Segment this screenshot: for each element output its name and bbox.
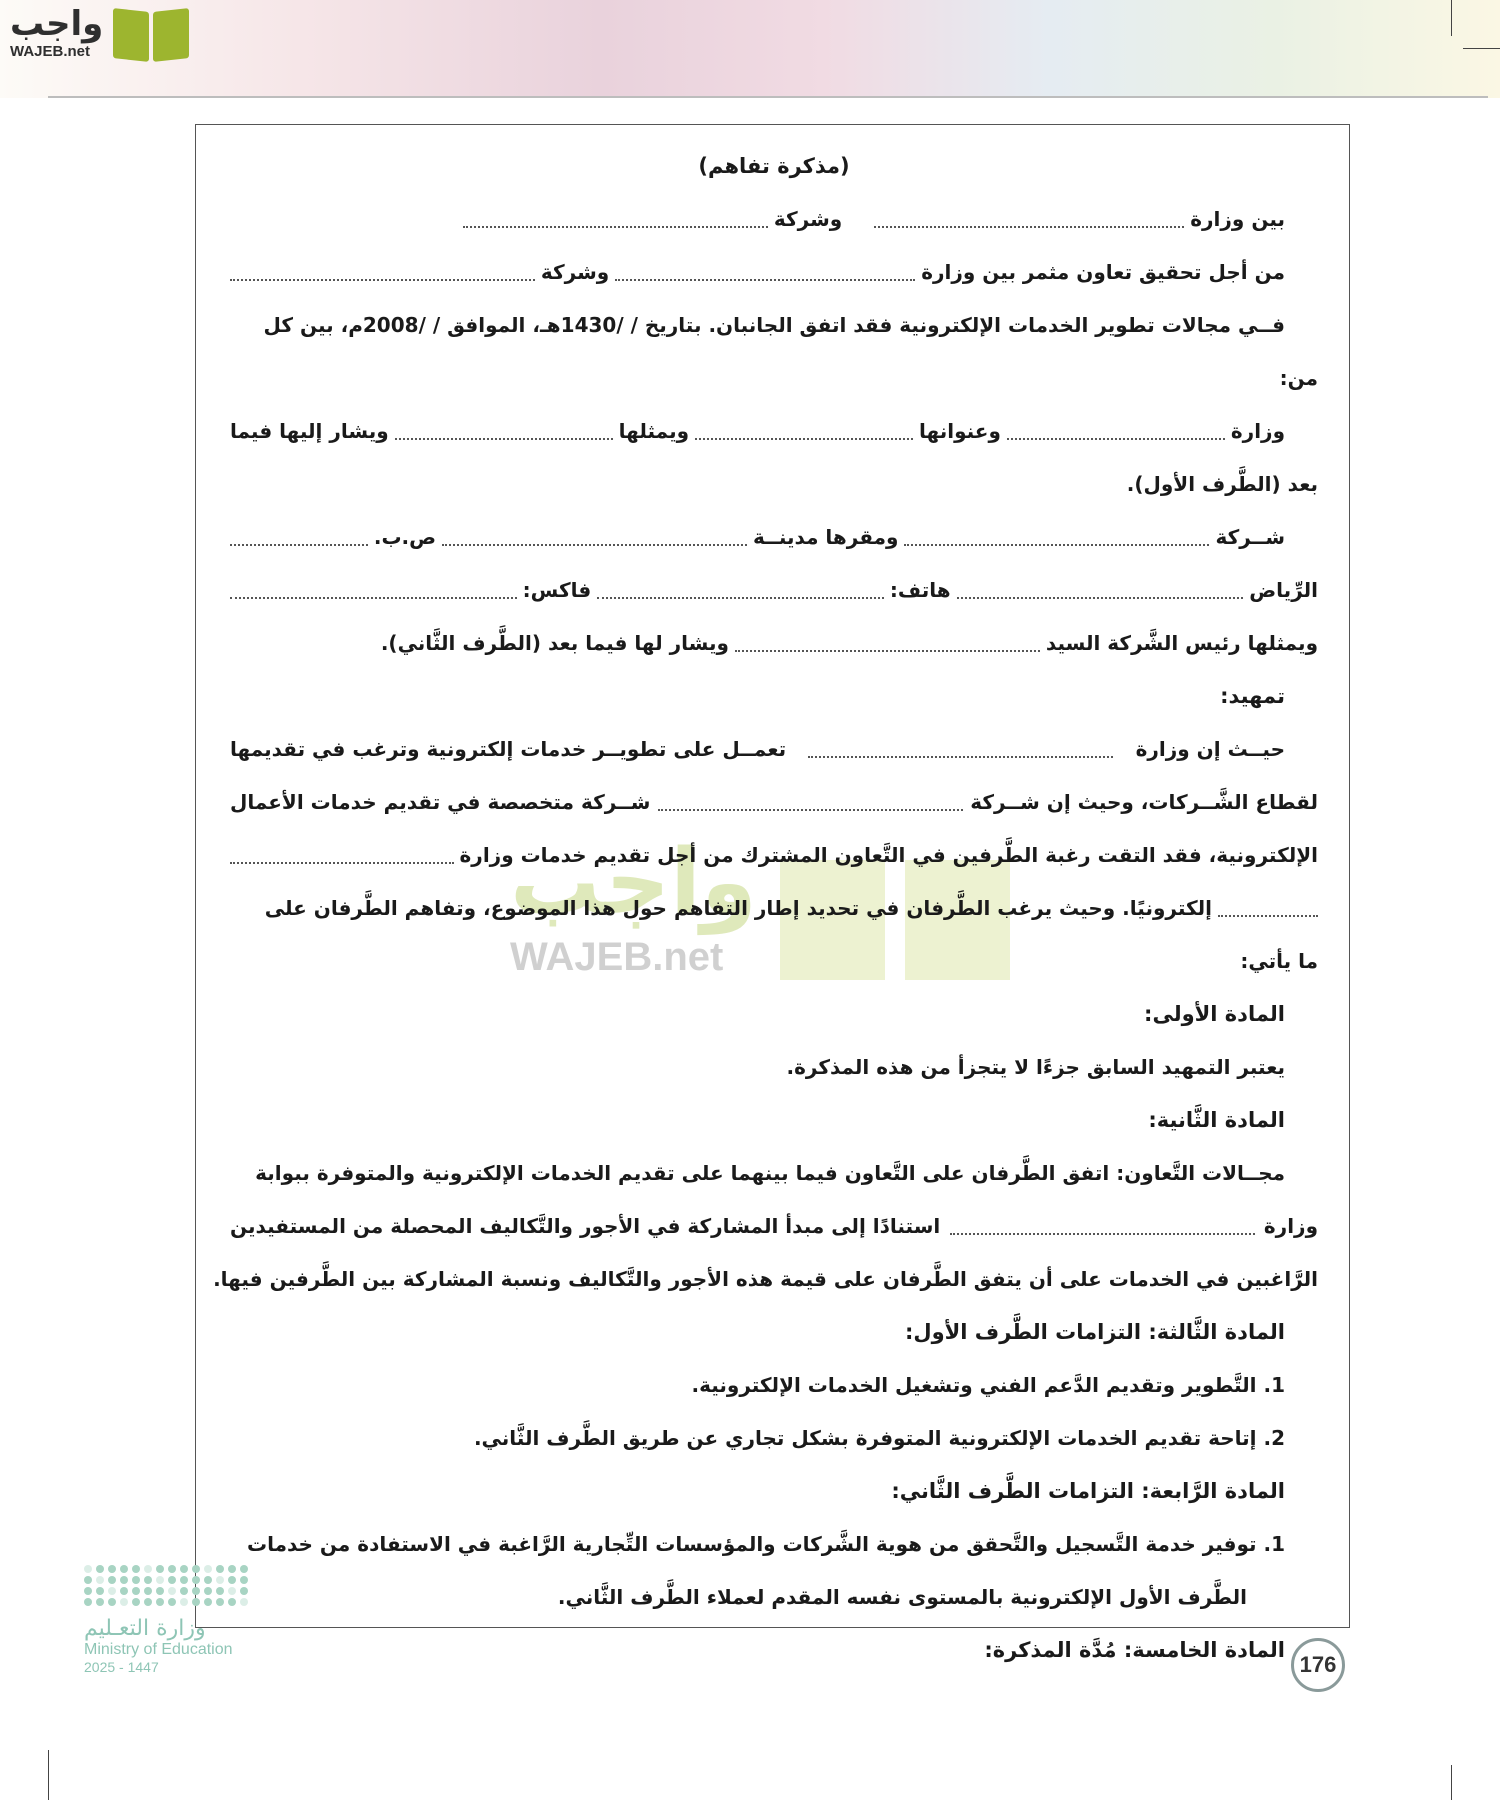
contact-line: الرِّياض هاتف: فاكس:	[230, 564, 1318, 617]
memorandum	[213, 140, 1318, 1677]
logo-net: .net	[63, 42, 91, 60]
preamble-line: لقطاع الشَّــركات، وحيث إن شــركة شــركة متخصصة في تقديم خدمات الأعمال	[230, 790, 1318, 814]
watermark-english: WAJEB.net	[510, 935, 724, 979]
crop-mark	[1451, 1765, 1452, 1800]
date-line: فــي مجالات تطوير الخدمات الإلكترونية فقد اتفق الجانبان. بتاريخ / /1430هـ، الموافق / /2008م، بين كل	[263, 313, 1285, 337]
article-4-heading: المادة الرَّابعة: التزامات الطَّرف الثَّاني:	[891, 1479, 1285, 1503]
blank-field[interactable]	[695, 438, 913, 440]
article-2-text: الرَّاغبين في الخدمات على أن يتفق الطَّرفان على قيمة هذه الأجور والتَّكاليف ونسبة المشاركة بين الطَّرفين فيها.	[213, 1267, 1318, 1291]
article-2-heading: المادة الثَّانية:	[1148, 1108, 1285, 1132]
blank-field[interactable]	[615, 279, 915, 281]
ministry-english: Ministry of Education	[84, 1641, 233, 1658]
list-item-continuation: الطَّرف الأول الإلكترونية بالمستوى نفسه المقدم لعملاء الطَّرف الثَّاني.	[557, 1585, 1247, 1609]
crop-mark	[1463, 48, 1500, 49]
preamble-line: الإلكترونية، فقد التقت رغبة الطَّرفين في التَّعاون المشترك من أجل تقديم خدمات وزارة	[230, 829, 1318, 882]
header-banner	[0, 0, 1500, 98]
preamble-line: إلكترونيًا. وحيث يرغب الطَّرفان في تحديد إطار التفاهم حول هذا الموضوع، وتفاهم الطَّرفان على	[230, 882, 1318, 935]
article-1-text: يعتبر التمهيد السابق جزءًا لا يتجزأ من هذه المذكرة.	[786, 1055, 1285, 1079]
document-title: (مذكرة تفاهم)	[698, 154, 850, 178]
blank-field[interactable]	[735, 650, 1040, 652]
page-number: 176	[1291, 1638, 1345, 1692]
text-line: من:	[1279, 366, 1318, 390]
blank-field[interactable]	[950, 1233, 1255, 1235]
watermark-arabic: واجب	[510, 830, 757, 935]
ministry-dots-icon	[84, 1565, 274, 1606]
list-item: 1. التَّطوير وتقديم الدَّعم الفني وتشغيل الخدمات الإلكترونية.	[691, 1373, 1285, 1397]
blank-field[interactable]	[957, 597, 1244, 599]
blank-field[interactable]	[808, 756, 1113, 758]
blank-field[interactable]	[463, 226, 768, 228]
blank-field[interactable]	[395, 438, 613, 440]
article-3-heading: المادة الثَّالثة: التزامات الطَّرف الأول:	[904, 1320, 1285, 1344]
blank-field[interactable]	[1218, 915, 1318, 917]
blank-field[interactable]	[230, 544, 368, 546]
logo-english: WAJEB	[10, 42, 64, 60]
preamble-line: حيــث إن وزارة تعمــل على تطويــر خدمات إلكترونية وترغب في تقديمها	[230, 737, 1285, 761]
text-line: بعد (الطَّرف الأول).	[1126, 472, 1318, 496]
blank-field[interactable]	[658, 809, 963, 811]
parties-line: بين وزارة وشركة	[230, 193, 1318, 246]
blank-field[interactable]	[874, 226, 1184, 228]
crop-mark	[48, 1750, 49, 1800]
first-party-line: وزارة وعنوانها ويمثلها ويشار إليها فيما	[229, 419, 1285, 443]
article-1-heading: المادة الأولى:	[1144, 1002, 1285, 1026]
blank-field[interactable]	[597, 597, 884, 599]
book-icon	[111, 4, 191, 62]
blank-field[interactable]	[230, 279, 535, 281]
purpose-line: من أجل تحقيق تعاون مثمر بين وزارة وشركة	[230, 246, 1318, 299]
blank-field[interactable]	[230, 862, 454, 864]
article-2-text: مجــالات التَّعاون: اتفق الطَّرفان على التَّعاون فيما بينهما على تقديم الخدمات الإلكترونية والمتوفرة ببوابة	[255, 1161, 1285, 1185]
text-line: ما يأتي:	[1240, 949, 1318, 973]
ministry-year: 2025 - 1447	[84, 1659, 159, 1675]
list-item: 2. إتاحة تقديم الخدمات الإلكترونية المتوفرة بشكل تجاري عن طريق الطَّرف الثَّاني.	[473, 1426, 1285, 1450]
wajeb-logo	[10, 4, 191, 62]
crop-mark	[1451, 0, 1452, 36]
ministry-logo	[84, 1565, 274, 1675]
article-5-heading: المادة الخامسة: مُدَّة المذكرة:	[984, 1638, 1285, 1662]
blank-field[interactable]	[1007, 438, 1225, 440]
article-2-text: وزارة استنادًا إلى مبدأ المشاركة في الأجور والتَّكاليف المحصلة من المستفيدين	[230, 1214, 1318, 1238]
blank-field[interactable]	[442, 544, 747, 546]
blank-field[interactable]	[230, 597, 517, 599]
company-line: شــركة ومقرها مدينــة ص.ب.	[230, 511, 1318, 564]
logo-arabic: واجب	[10, 3, 104, 44]
representative-line: ويمثلها رئيس الشَّركة السيد ويشار لها فيما بعد (الطَّرف الثَّاني).	[380, 631, 1318, 655]
ministry-arabic: وزارة التعـليم	[84, 1616, 206, 1641]
blank-field[interactable]	[904, 544, 1209, 546]
preamble-heading: تمهيد:	[1220, 684, 1285, 708]
list-item: 1. توفير خدمة التَّسجيل والتَّحقق من هوية الشَّركات والمؤسسات التِّجارية الرَّاغبة في الاستفادة من خدمات	[247, 1532, 1285, 1556]
